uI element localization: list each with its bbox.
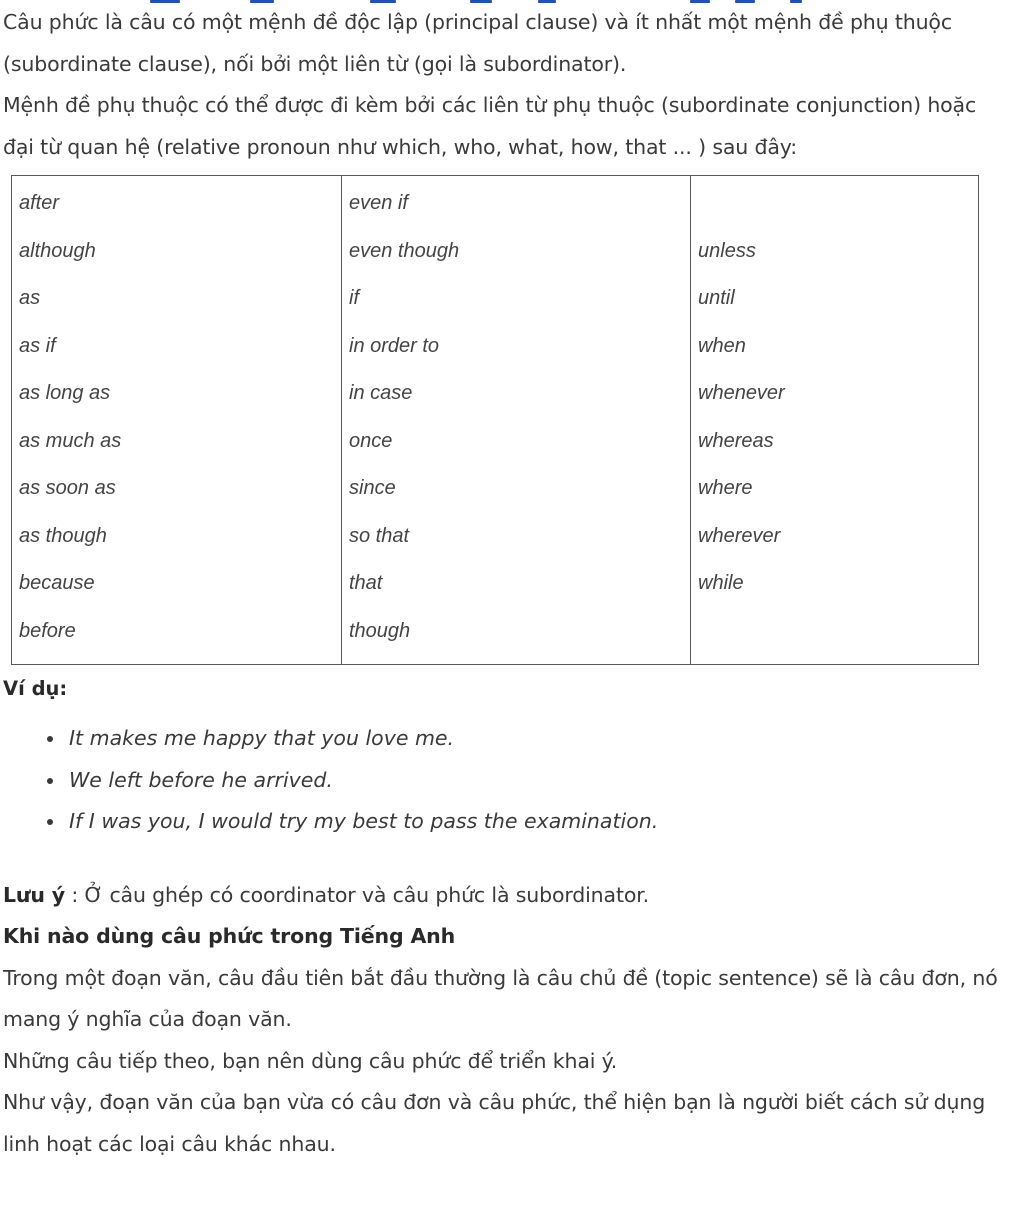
conjunction-word: although bbox=[19, 239, 96, 262]
conjunction-word: after bbox=[19, 192, 60, 214]
note-text: : Ở câu ghép có coordinator và câu phức là subordinator. bbox=[65, 882, 649, 907]
conjunction-cell bbox=[12, 323, 342, 371]
conjunction-row bbox=[12, 465, 979, 513]
conjunction-word: once bbox=[349, 429, 393, 452]
conjunction-cell bbox=[12, 560, 342, 608]
conjunction-cell bbox=[691, 513, 979, 561]
conjunction-cell bbox=[691, 608, 979, 665]
conjunction-word: as soon as bbox=[19, 477, 116, 499]
conjunction-cell bbox=[342, 176, 691, 228]
conjunction-cell bbox=[342, 370, 691, 418]
conjunction-row bbox=[12, 560, 979, 608]
conjunction-cell bbox=[691, 323, 979, 371]
conjunction-word: that bbox=[349, 572, 383, 594]
conjunction-word: because bbox=[19, 572, 95, 594]
conjunction-word: before bbox=[19, 619, 76, 642]
conjunction-cell bbox=[691, 275, 979, 323]
conjunction-row bbox=[12, 418, 979, 466]
conjunction-cell bbox=[691, 176, 979, 228]
conjunction-word: in case bbox=[349, 382, 413, 404]
conjunction-cell bbox=[12, 513, 342, 561]
conjunction-word: unless bbox=[698, 239, 756, 262]
conjunction-row bbox=[12, 370, 979, 418]
usage-paragraph-1: Trong một đoạn văn, câu đầu tiên bắt đầu thường là câu chủ đề (topic sentence) sẽ là câu đơn, nó mang ý nghĩa của đoạn văn. bbox=[3, 965, 998, 1031]
conjunction-cell bbox=[342, 608, 691, 665]
conjunction-word: as much as bbox=[19, 429, 122, 452]
conjunction-word: where bbox=[698, 477, 753, 499]
conjunction-word: in order to bbox=[349, 334, 440, 357]
conjunction-word: as if bbox=[19, 334, 56, 357]
conjunction-word: since bbox=[349, 477, 396, 499]
conjunction-cell bbox=[342, 513, 691, 561]
conjunction-cell bbox=[12, 228, 342, 276]
conjunction-word bbox=[691, 608, 978, 656]
conjunction-word: even if bbox=[349, 192, 408, 214]
example-item: We left before he arrived. bbox=[69, 760, 1013, 802]
conjunction-cell bbox=[691, 228, 979, 276]
conjunction-cell bbox=[691, 370, 979, 418]
conjunction-word: when bbox=[698, 334, 746, 357]
conjunction-word bbox=[691, 180, 978, 228]
conjunction-word: so that bbox=[349, 524, 410, 547]
conjunction-cell bbox=[691, 560, 979, 608]
intro-paragraph-1: Câu phức là câu có một mệnh đề độc lập (principal clause) và ít nhất một mệnh đề phụ thuộc (subordinate clause), nối bởi một liên từ (gọi là subordinator). bbox=[3, 10, 952, 76]
conjunction-cell bbox=[12, 370, 342, 418]
conjunction-cell bbox=[342, 418, 691, 466]
examples-label: Ví dụ: bbox=[3, 677, 68, 700]
article-body bbox=[3, 2, 1013, 1165]
conjunction-row bbox=[12, 228, 979, 276]
conjunction-word: though bbox=[349, 619, 411, 642]
conjunction-cell bbox=[342, 323, 691, 371]
conjunction-cell bbox=[691, 465, 979, 513]
usage-paragraph-3: Như vậy, đoạn văn của bạn vừa có câu đơn và câu phức, thể hiện bạn là người biết cách sử dụng linh hoạt các loại câu khác nhau. bbox=[3, 1090, 986, 1156]
conjunction-cell bbox=[342, 560, 691, 608]
conjunction-cell bbox=[12, 176, 342, 228]
conjunction-word: whereas bbox=[698, 429, 774, 452]
conjunction-row bbox=[12, 323, 979, 371]
conjunction-word: as though bbox=[19, 524, 107, 547]
usage-paragraph-2: Những câu tiếp theo, bạn nên dùng câu phức để triển khai ý. bbox=[3, 1048, 618, 1073]
example-item: It makes me happy that you love me. bbox=[69, 718, 1013, 760]
note-paragraph bbox=[3, 875, 1013, 917]
conjunction-word: as long as bbox=[19, 382, 111, 404]
conjunction-row bbox=[12, 513, 979, 561]
conjunction-cell bbox=[691, 418, 979, 466]
conjunction-word: while bbox=[698, 572, 744, 594]
example-item: If I was you, I would try my best to pass the examination. bbox=[69, 801, 1013, 843]
conjunction-row bbox=[12, 608, 979, 665]
conjunction-word: if bbox=[349, 287, 359, 309]
conjunction-word: as bbox=[19, 287, 41, 309]
conjunction-cell bbox=[342, 275, 691, 323]
conjunction-word: wherever bbox=[698, 524, 781, 547]
conjunction-cell bbox=[12, 608, 342, 665]
conjunction-word: whenever bbox=[698, 382, 785, 404]
usage-heading: Khi nào dùng câu phức trong Tiếng Anh bbox=[3, 924, 456, 948]
conjunction-cell bbox=[12, 418, 342, 466]
conjunction-row bbox=[12, 275, 979, 323]
note-label: Lưu ý bbox=[3, 882, 66, 907]
conjunction-cell bbox=[12, 275, 342, 323]
conjunction-word: even though bbox=[349, 239, 460, 262]
examples-list bbox=[3, 718, 1013, 843]
conjunction-cell bbox=[12, 465, 342, 513]
intro-paragraph-2: Mệnh đề phụ thuộc có thể được đi kèm bởi các liên từ phụ thuộc (subordinate conjunction) hoặc đại từ quan hệ (relative pronoun như which, who, what, how, that ... ) sau đây: bbox=[3, 93, 977, 159]
conjunction-cell bbox=[342, 465, 691, 513]
conjunction-row bbox=[12, 176, 979, 228]
conjunction-cell bbox=[342, 228, 691, 276]
conjunction-word: until bbox=[698, 287, 735, 309]
conjunction-table bbox=[11, 175, 979, 665]
